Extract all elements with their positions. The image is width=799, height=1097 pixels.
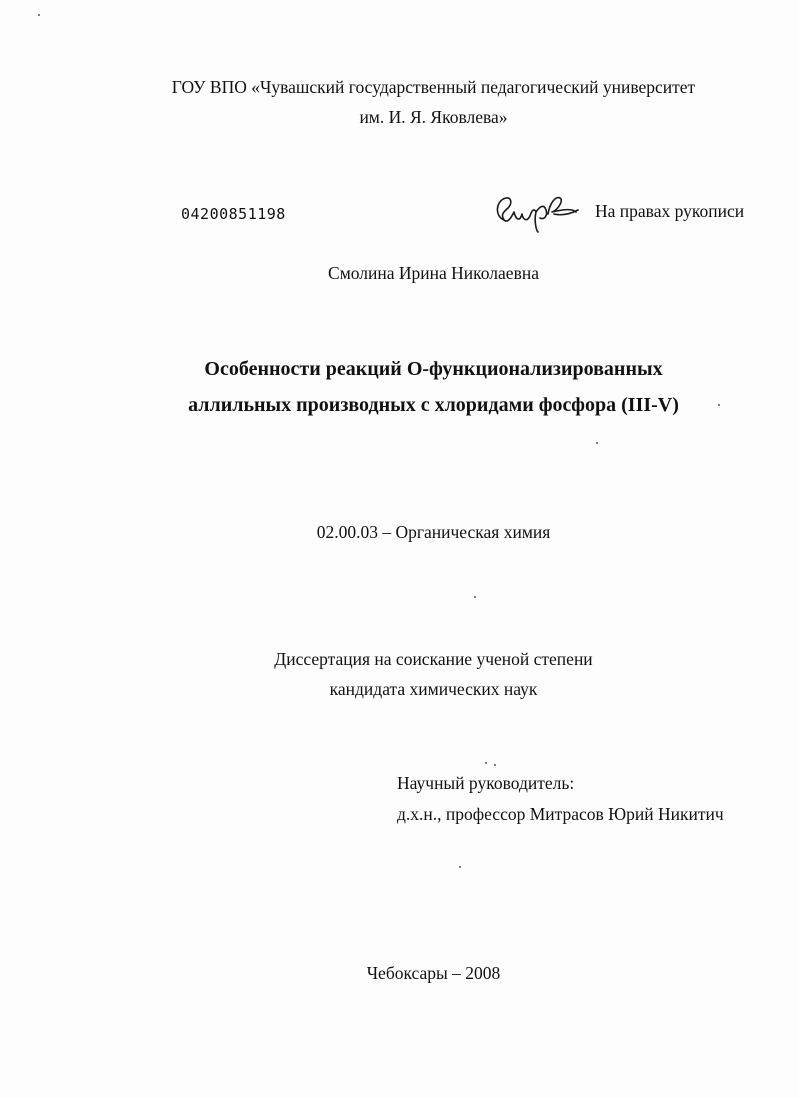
handwritten-signature — [490, 190, 582, 234]
scan-speck — [474, 596, 476, 598]
dissertation-line-2: кандидата химических наук — [329, 679, 538, 699]
supervisor-label: Научный руководитель: — [397, 773, 575, 793]
dissertation-line-1: Диссертация на соискание ученой степени — [274, 649, 593, 669]
scan-speck — [596, 442, 598, 444]
specialty: 02.00.03 – Органическая химия — [316, 522, 551, 542]
scan-speck — [459, 866, 461, 868]
scan-speck — [494, 764, 496, 766]
registration-number: 04200851198 — [181, 205, 286, 223]
scan-speck — [718, 404, 720, 406]
title-line-2: аллильных производных с хлоридами фосфора (III-V) — [188, 394, 679, 416]
author-name: Смолина Ирина Николаевна — [328, 263, 539, 283]
place-and-year: Чебоксары – 2008 — [366, 963, 501, 983]
scan-speck — [38, 14, 40, 16]
manuscript-rights-note: На правах рукописи — [595, 201, 745, 221]
institution-line-2: им. И. Я. Яковлева» — [359, 107, 508, 127]
institution-line-1: ГОУ ВПО «Чувашский государственный педагогический университет — [171, 77, 696, 97]
scan-speck — [485, 762, 487, 764]
title-line-1: Особенности реакций О-функционализированных — [204, 358, 663, 380]
supervisor-name: д.х.н., профессор Митрасов Юрий Никитич — [397, 804, 724, 824]
